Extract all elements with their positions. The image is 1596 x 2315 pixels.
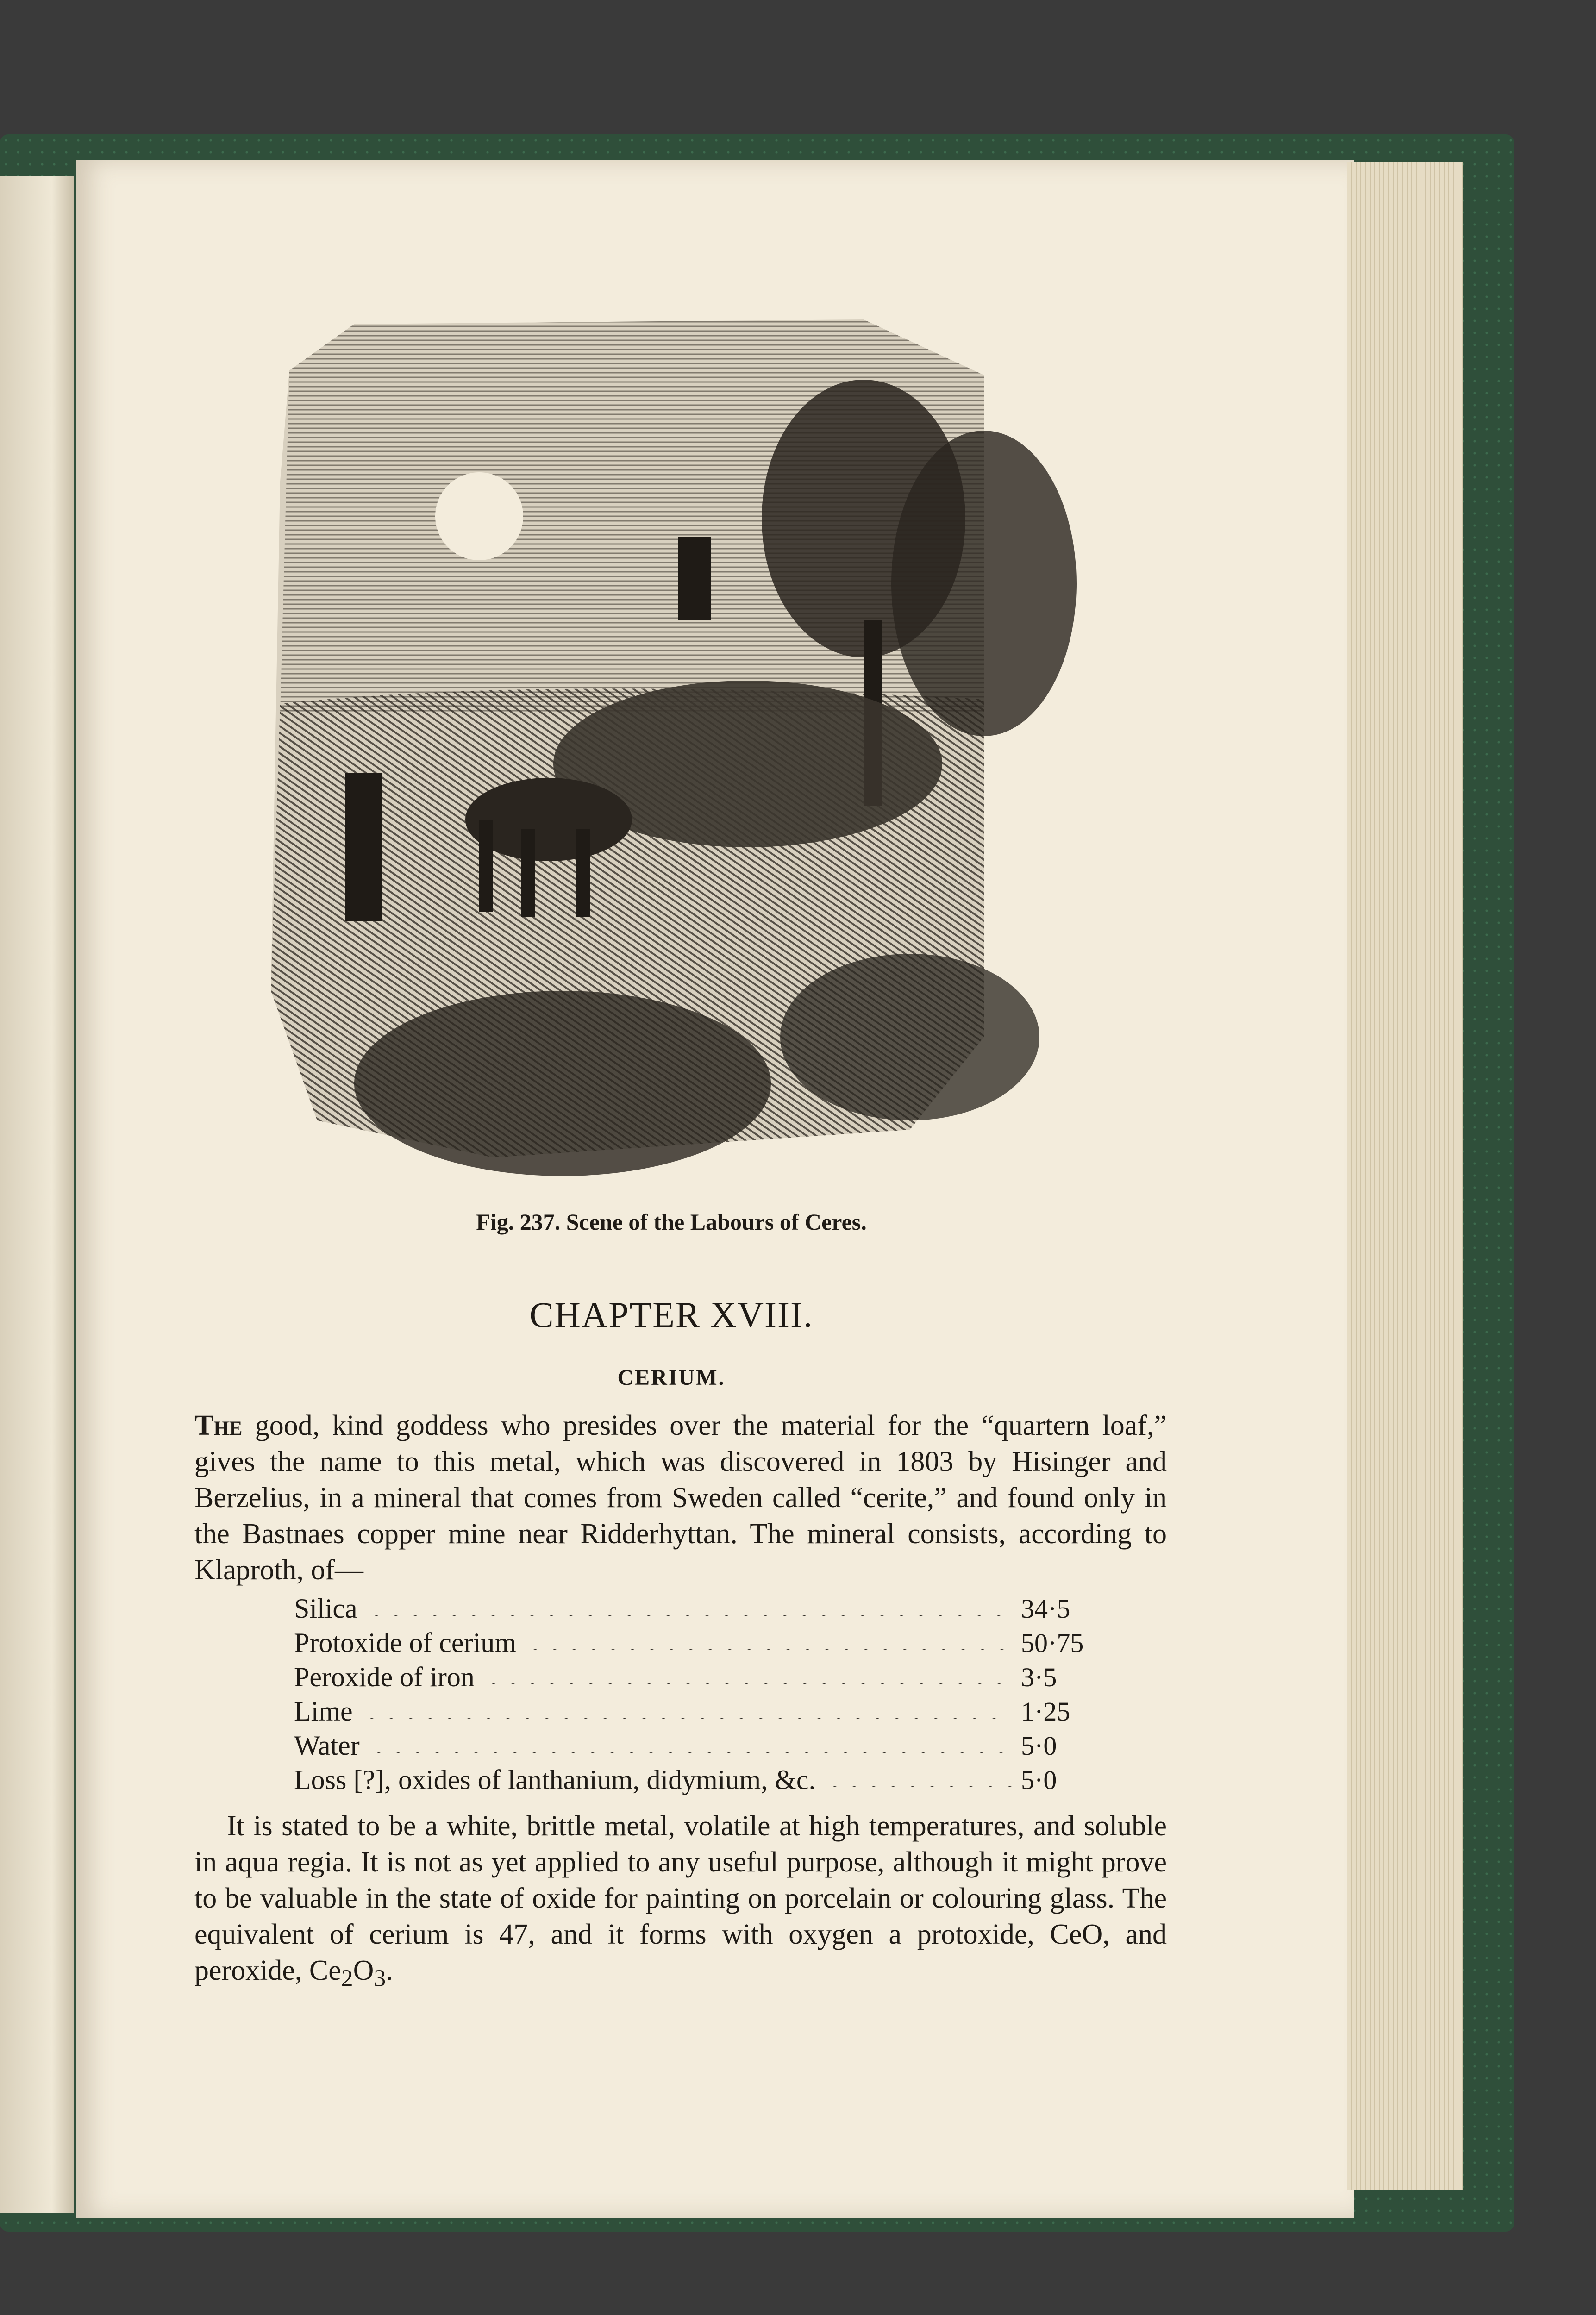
row-label: Silica (294, 1593, 357, 1624)
table-row (294, 1764, 1090, 1798)
table-row (294, 1661, 1090, 1696)
body-text-mid: O (353, 1955, 374, 1986)
chapter-title: CHAPTER XVIII. (529, 1295, 814, 1335)
composition-table (294, 1593, 1090, 1798)
table-row (294, 1696, 1090, 1730)
engraving-harvest-scene-icon (262, 296, 1086, 1190)
body-text-end: . (386, 1955, 393, 1986)
leader-dots (362, 1716, 1012, 1721)
row-label: Water (294, 1730, 360, 1761)
subscript: 3 (374, 1965, 386, 1992)
body-text: It is stated to be a white, brittle metal, volatile at high temperatures, and soluble in aqua regia. It is not as yet applied to any useful purpose, although it might prove to be valuable in the state of oxide for painting on porcelain or colouring glass. The equivalent of cerium is 47, and it forms with oxygen a protoxide, CeO, and peroxide, Ce (194, 1810, 1167, 1986)
row-value: 5·0 (1021, 1731, 1057, 1761)
leader-dots (369, 1750, 1012, 1755)
subscript: 2 (341, 1965, 353, 1992)
body-paragraph (194, 1808, 1167, 1996)
row-value: 3·5 (1021, 1662, 1057, 1692)
table-row (294, 1730, 1090, 1764)
row-label: Lime (294, 1696, 353, 1727)
row-value: 50·75 (1021, 1628, 1084, 1658)
page-stack-edges (1347, 162, 1463, 2190)
intro-text: good, kind goddess who presides over the material for the “quartern loaf,” gives the name to this metal, which was discovered in 1803 by Hisinger and Berzelius, in a mineral that comes from Sweden called “cerite,” and found only in the Bastnaes copper mine near Ridderhyttan. The mineral consists, according to Klaproth, of— (194, 1410, 1167, 1586)
figure-caption: Fig. 237. Scene of the Labours of Ceres. (476, 1209, 867, 1235)
leader-dots (484, 1682, 1012, 1686)
row-label: Loss [?], oxides of lanthanium, didymium, &c. (294, 1764, 816, 1795)
row-value: 1·25 (1021, 1696, 1070, 1727)
intro-paragraph (194, 1408, 1167, 1588)
row-label: Peroxide of iron (294, 1662, 475, 1692)
intro-dropcap: The (194, 1410, 243, 1441)
leader-dots (367, 1613, 1012, 1618)
row-value: 5·0 (1021, 1765, 1057, 1795)
leader-dots (526, 1647, 1012, 1652)
row-label: Protoxide of cerium (294, 1627, 516, 1658)
left-page-edge (0, 176, 74, 2213)
row-value: 34·5 (1021, 1594, 1070, 1624)
table-row (294, 1593, 1090, 1627)
chapter-subtitle: CERIUM. (617, 1365, 726, 1390)
table-row (294, 1627, 1090, 1661)
leader-dots (825, 1784, 1012, 1789)
